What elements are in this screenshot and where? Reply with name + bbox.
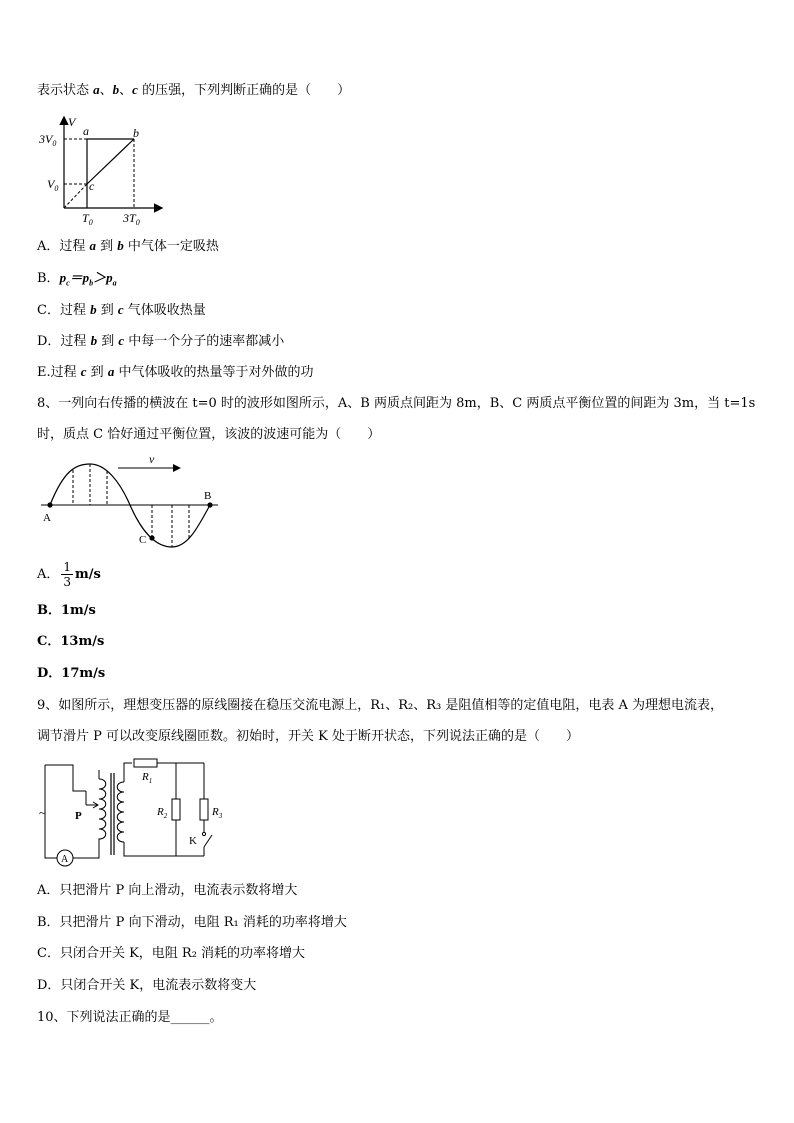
q7-option-c: C．过程 b 到 c 气体吸收热量 (37, 302, 206, 318)
label-v0: $V_0$ (47, 177, 59, 193)
label-3t0: $3T_0$ (123, 211, 140, 227)
fraction: $\frac{1}{3}$ (63, 560, 72, 589)
primary-coil (99, 779, 106, 845)
label-3v0: $3V_0$ (39, 132, 57, 148)
label-t0: $T_0$ (82, 211, 93, 227)
q9-option-d: D．只闭合开关 K，电流表示数将变大 (37, 978, 257, 993)
q10-stem: 10、下列说法正确的是______。 (37, 1010, 223, 1025)
point-b-dot (207, 502, 212, 507)
q9-option-a: A．只把滑片 P 向上滑动，电流表示数将增大 (37, 883, 298, 898)
q7-option-d: D．过程 b 到 c 中每一个分子的速率都减小 (37, 333, 285, 349)
q7-stem: 表示状态 a、b、c 的压强，下列判断正确的是（ ） (37, 82, 351, 98)
velocity-label: v (149, 452, 155, 466)
ammeter-label: A (61, 854, 69, 865)
point-a-label: A (43, 512, 51, 524)
q9-option-b: B．只把滑片 P 向下滑动，电阻 R₁ 消耗的功率将增大 (37, 915, 347, 930)
point-c-dot (149, 535, 154, 540)
q8-wave-graph (36, 452, 226, 552)
resistor-r1 (134, 759, 157, 767)
resistor-r2 (172, 799, 180, 820)
secondary-coil (117, 782, 124, 842)
point-b: b (133, 126, 139, 140)
q8-option-b: B．1m/s (37, 603, 96, 618)
q9-stem-line2: 调节滑片 P 可以改变原线圈匝数。初始时，开关 K 处于断开状态，下列说法正确的是（ ） (37, 729, 579, 744)
point-a-dot (47, 502, 52, 507)
point-c: c (89, 179, 95, 193)
q8-stem-line2: 时，质点 C 恰好通过平衡位置，该波的波速可能为（ ） (37, 427, 381, 442)
ac-source-icon: ~ (39, 805, 47, 820)
switch-k (204, 835, 212, 847)
q7-option-b-formula: $p_c=p_b>p_a$ (59, 270, 117, 288)
q7-option-e: E.过程 c 到 a 中气体吸收的热量等于对外做的功 (37, 364, 314, 380)
v-axis-label: V (68, 115, 76, 129)
q7-vt-graph (36, 112, 171, 227)
q8-option-d: D．17m/s (37, 666, 106, 681)
r3-label: $R_3$ (212, 806, 222, 820)
point-c-label: C (139, 534, 147, 546)
q8-stem-line1: 8、一列向右传播的横波在 t=0 时的波形如图所示，A、B 两质点间距为 8m，B、C 两质点平衡位置的间距为 3m，当 t=1s (37, 396, 756, 411)
point-b-label: B (204, 490, 212, 502)
slider-p-label: P (75, 810, 82, 822)
q9-option-c: C．只闭合开关 K，电阻 R₂ 消耗的功率将增大 (37, 946, 306, 961)
q7-option-a: A．过程 a 到 b 中气体一定吸热 (37, 238, 219, 254)
q8-option-c: C．13m/s (37, 634, 105, 649)
q8-option-a: A． $\frac{1}{3}$ m/s (37, 560, 101, 589)
r2-label: $R_2$ (157, 806, 168, 820)
resistor-r3 (200, 799, 208, 820)
process-bc (87, 139, 134, 184)
r1-label: $R_1$ (142, 771, 153, 785)
q9-transformer-circuit (32, 755, 222, 870)
point-a: a (83, 124, 89, 138)
q7-option-b: B．$p_c=p_b>p_a$ (37, 270, 117, 288)
q9-stem-line1: 9、如图所示，理想变压器的原线圈接在稳压交流电源上，R₁、R₂、R₃ 是阻值相等的定值电阻，电表 A 为理想电流表， (37, 698, 724, 713)
switch-k-label: K (189, 835, 197, 847)
